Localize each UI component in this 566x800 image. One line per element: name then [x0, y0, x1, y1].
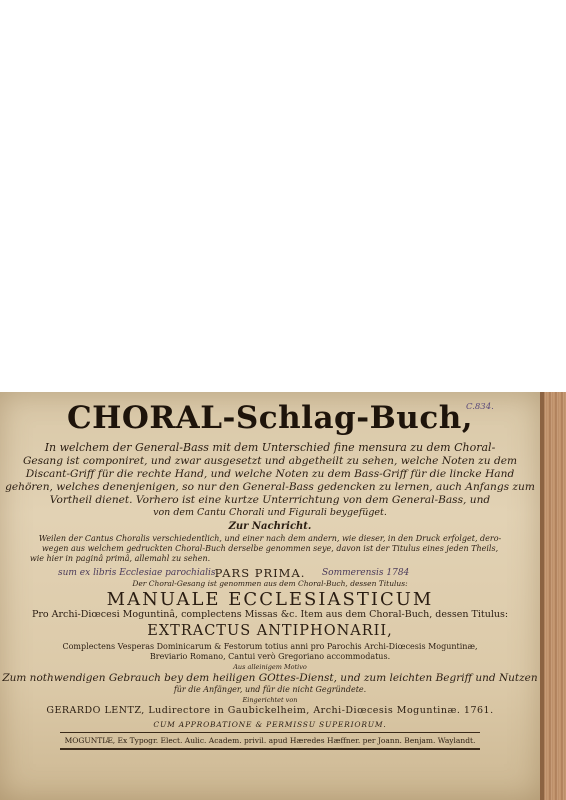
complectens-line-1: Complectens Vesperas Dominicarum & Festorum totius anni pro Parochis Archi-Diœcesis Moguntinæ,	[62, 642, 478, 651]
author-line: GERARDO LENTZ, Ludirectore in Gaubickelheim, Archi-Diœcesis Moguntinæ. 1761.	[46, 705, 494, 716]
rule-top	[60, 732, 480, 733]
approbation-line: CUM APPROBATIONE & PERMISSU SUPERIORUM.	[153, 720, 387, 729]
nachricht-line-2: wegen aus welchem gedruckten Choral-Buch derselbe genommen seye, davon ist der Titulus eines jeden Theils,	[41, 544, 499, 553]
book-page-edges	[540, 392, 566, 800]
manuscript-date: Sommerensis 1784	[322, 568, 410, 578]
shelfmark: C.834.	[466, 402, 494, 412]
intro-line-3: Discant-Griff für die rechte Hand, und welche Noten zu dem Bass-Griff für die lincke Hand	[25, 468, 515, 480]
nachricht-heading: Zur Nachricht.	[228, 521, 312, 532]
source-line: Der Choral-Gesang ist genommen aus dem Choral-Buch, dessen Titulus:	[132, 579, 408, 588]
intro-line-5: Vortheil dienet. Vorhero ist eine kurtze Unterrichtung von dem General-Bass, und	[49, 494, 491, 506]
rule-bottom	[60, 748, 480, 750]
nachricht-line-1: Weilen der Cantus Choralis verschiedentlich, und einer nach dem andern, wie dieser, in den Druck erfolget, dero-	[38, 534, 502, 543]
scanned-page	[0, 392, 540, 800]
eingerichtet-line: Eingerichtet von	[242, 696, 298, 704]
extractus-title: EXTRACTUS ANTIPHONARII,	[147, 623, 393, 639]
manuscript-ex-libris: sum ex libris Ecclesiae parochialis	[58, 568, 216, 578]
gebrauch-line-1: Zum nothwendigen Gebrauch bey dem heiligen GOttes-Dienst, und zum leichten Begriff und Nutzen	[2, 672, 538, 684]
nachricht-line-3: wie hier in paginâ primâ, allemahl zu sehen.	[29, 554, 211, 563]
pars-prima: PARS PRIMA.	[214, 566, 306, 580]
page-title: CHORAL-Schlag-Buch,	[66, 400, 474, 436]
intro-line-6: von dem Cantu Chorali und Figurali beygefüget.	[153, 507, 387, 518]
intro-line-4: gehören, welches denenjenigen, so nur den General-Bass gedencken zu lernen, auch Anfangs zum	[5, 481, 535, 493]
manuale-subtitle: Pro Archi-Diœcesi Moguntinâ, complectens Missas &c. Item aus dem Choral-Buch, dessen Titulus:	[31, 609, 509, 620]
imprint-line: MOGUNTIÆ, Ex Typogr. Elect. Aulic. Academ. privil. apud Hæredes Hæffner. per Joann. Benjam. Waylandt.	[64, 736, 476, 745]
manuale-title: MANUALE ECCLESIASTICUM	[106, 589, 434, 610]
complectens-line-2: Breviario Romano, Cantui verò Gregoriano accommodatus.	[149, 652, 391, 661]
intro-line-1: In welchem der General-Bass mit dem Unterschied fine mensura zu dem Choral-	[44, 441, 496, 454]
motivo-line: Aus alleinigem Motivo	[233, 663, 307, 671]
intro-line-2: Gesang ist componiret, und zwar ausgesetzt und abgetheilt zu sehen, welche Noten zu dem	[22, 455, 518, 467]
gebrauch-line-2: für die Anfänger, und für die nicht Gegründete.	[173, 685, 367, 694]
